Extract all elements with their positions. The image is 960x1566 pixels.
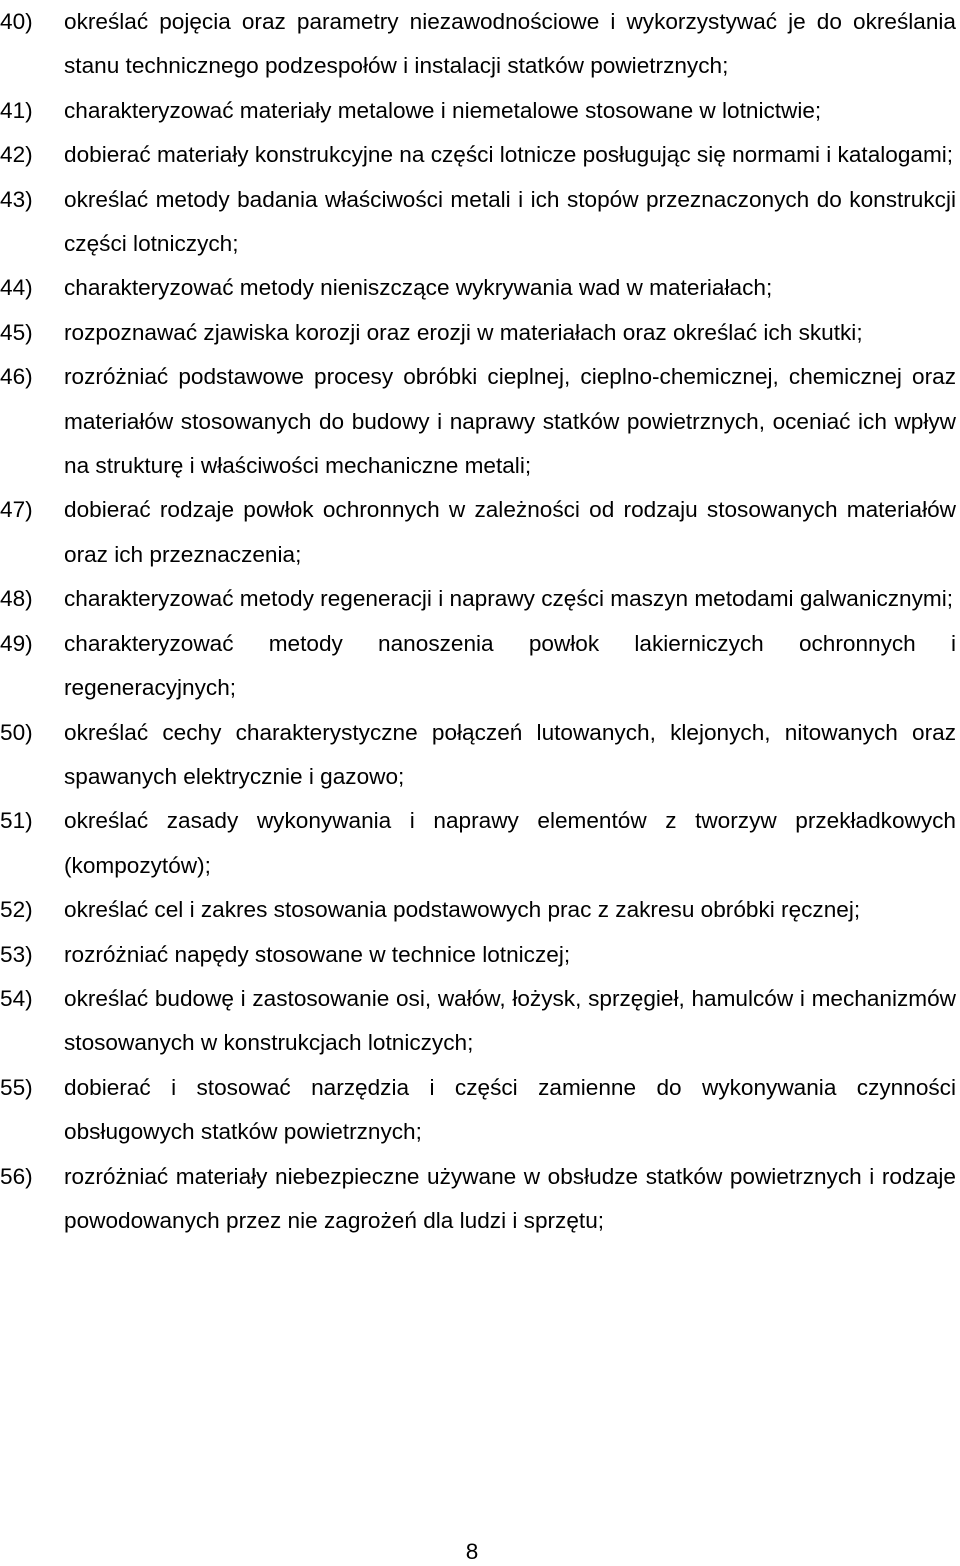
list-item (0, 178, 956, 267)
item-number: 49) (0, 630, 33, 656)
item-number: 50) (0, 719, 33, 745)
item-text: rozróżniać napędy stosowane w technice lotniczej; (64, 941, 571, 967)
list-item (0, 89, 956, 133)
list-item (0, 622, 956, 711)
item-number: 45) (0, 319, 33, 345)
item-number: 43) (0, 186, 33, 212)
item-number: 40) (0, 9, 33, 34)
list-item (0, 133, 956, 177)
item-text: określać metody badania właściwości metali i ich stopów przeznaczonych do konstrukcji części lotniczych; (64, 186, 956, 257)
item-number: 41) (0, 97, 33, 123)
list-item (0, 933, 956, 977)
item-text: dobierać i stosować narzędzia i części zamienne do wykonywania czynności obsługowych statków powietrznych; (64, 1074, 956, 1145)
list-item (0, 1155, 956, 1244)
item-text: określać budowę i zastosowanie osi, wałów, łożysk, sprzęgieł, hamulców i mechanizmów stosowanych w konstrukcjach lotniczych; (64, 985, 956, 1056)
list-item (0, 311, 956, 355)
item-text: określać cechy charakterystyczne połączeń lutowanych, klejonych, nitowanych oraz spawanych elektrycznie i gazowo; (64, 719, 956, 789)
item-text: rozróżniać podstawowe procesy obróbki cieplnej, cieplno-chemicznej, chemicznej oraz materiałów stosowanych do budowy i naprawy statków powietrznych, oceniać ich wpływ na strukturę i właściwości mechaniczne metali; (64, 364, 956, 479)
list-item (0, 888, 956, 932)
page-number: 8 (465, 1539, 479, 1564)
item-text: określać zasady wykonywania i naprawy elementów z tworzyw przekładkowych (kompozytów); (64, 808, 956, 878)
item-number: 46) (0, 364, 33, 390)
item-number: 53) (0, 941, 33, 967)
item-number: 51) (0, 808, 33, 834)
list-item (0, 799, 956, 888)
item-number: 42) (0, 142, 33, 168)
item-number: 55) (0, 1074, 33, 1100)
item-text: określać cel i zakres stosowania podstawowych prac z zakresu obróbki ręcznej; (64, 897, 861, 923)
list-item (0, 488, 956, 577)
list-item (0, 266, 956, 310)
item-number: 52) (0, 897, 33, 923)
item-text: dobierać rodzaje powłok ochronnych w zależności od rodzaju stosowanych materiałów oraz ich przeznaczenia; (64, 497, 956, 567)
list-item (0, 711, 956, 800)
item-text: charakteryzować metody regeneracji i naprawy części maszyn metodami galwanicznymi; (64, 586, 954, 612)
list-item (0, 0, 956, 89)
list-item (0, 1066, 956, 1155)
item-text: rozróżniać materiały niebezpieczne używane w obsłudze statków powietrznych i rodzaje powodowanych przez nie zagrożeń dla ludzi i sprzętu; (64, 1163, 956, 1233)
item-text: określać pojęcia oraz parametry niezawodnościowe i wykorzystywać je do określania stanu technicznego podzespołów i instalacji statków powietrznych; (64, 9, 956, 79)
item-number: 48) (0, 586, 33, 612)
list-item (0, 577, 956, 621)
item-text: charakteryzować materiały metalowe i niemetalowe stosowane w lotnictwie; (64, 97, 822, 123)
list-item (0, 977, 956, 1066)
item-text: rozpoznawać zjawiska korozji oraz erozji w materiałach oraz określać ich skutki; (64, 319, 863, 345)
item-text: charakteryzować metody nieniszczące wykrywania wad w materiałach; (64, 275, 773, 301)
item-text: dobierać materiały konstrukcyjne na części lotnicze posługując się normami i katalogami; (64, 142, 954, 168)
item-number: 47) (0, 497, 33, 523)
item-number: 44) (0, 275, 33, 301)
list-item (0, 355, 956, 488)
item-text: charakteryzować metody nanoszenia powłok lakierniczych ochronnych i regeneracyjnych; (64, 630, 956, 701)
item-number: 54) (0, 985, 33, 1011)
item-number: 56) (0, 1163, 33, 1189)
